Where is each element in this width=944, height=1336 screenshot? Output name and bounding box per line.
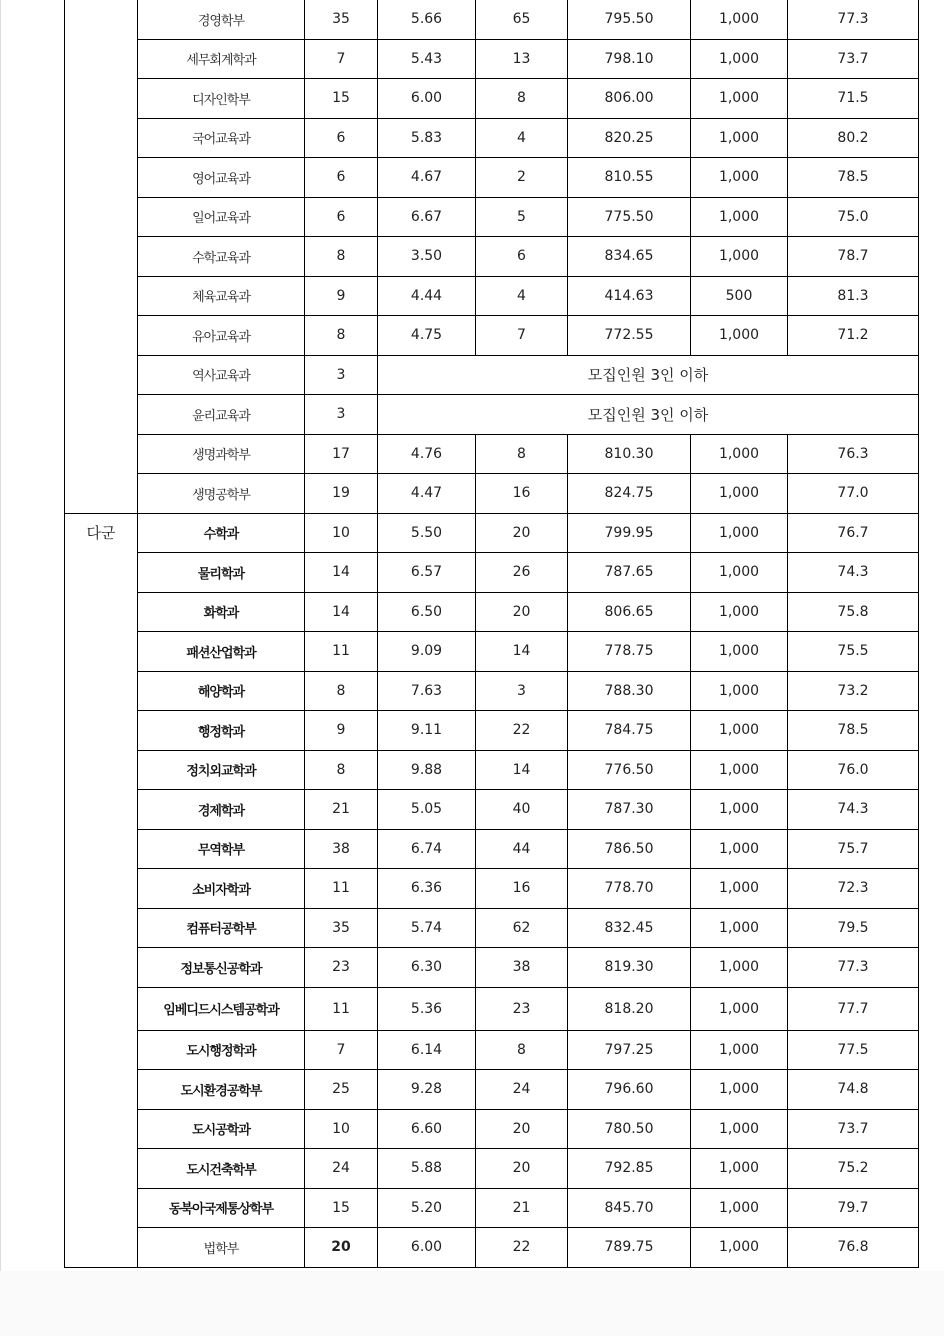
- department-cell: 세무회계학과: [138, 39, 305, 79]
- value-cell: 7: [305, 1030, 378, 1070]
- value-cell: 76.8: [788, 1228, 919, 1268]
- value-cell: 414.63: [568, 276, 691, 316]
- value-cell: 6.57: [378, 553, 476, 593]
- table-row: [65, 513, 919, 553]
- value-cell: 4: [476, 276, 568, 316]
- value-cell: 6.30: [378, 948, 476, 988]
- value-cell: 16: [476, 474, 568, 514]
- value-cell: 17: [305, 434, 378, 474]
- department-cell: 국어교육과: [138, 118, 305, 158]
- value-cell: 5.43: [378, 39, 476, 79]
- value-cell: 20: [305, 1228, 378, 1268]
- value-cell: 796.60: [568, 1070, 691, 1110]
- value-cell: 6.74: [378, 829, 476, 869]
- value-cell: 76.7: [788, 513, 919, 553]
- department-cell: 일어교육과: [138, 197, 305, 237]
- value-cell: 1,000: [691, 0, 788, 39]
- value-cell: 1,000: [691, 513, 788, 553]
- value-cell: 7.63: [378, 671, 476, 711]
- table-row: [65, 987, 919, 1030]
- department-cell: 역사교육과: [138, 355, 305, 395]
- value-cell: 76.3: [788, 434, 919, 474]
- value-cell: 3.50: [378, 237, 476, 277]
- value-cell: 1,000: [691, 316, 788, 356]
- value-cell: 818.20: [568, 987, 691, 1030]
- value-cell: 7: [476, 316, 568, 356]
- value-cell: 9: [305, 276, 378, 316]
- value-cell: 4.67: [378, 158, 476, 198]
- value-cell: 22: [476, 711, 568, 751]
- department-cell: 임베디드시스템공학과: [138, 987, 305, 1030]
- value-cell: 77.7: [788, 987, 919, 1030]
- value-cell: 1,000: [691, 434, 788, 474]
- value-cell: 5.20: [378, 1188, 476, 1228]
- value-cell: 73.2: [788, 671, 919, 711]
- department-cell: 도시공학과: [138, 1109, 305, 1149]
- department-cell: 생명공학부: [138, 474, 305, 514]
- value-cell: 14: [305, 592, 378, 632]
- value-cell: 23: [476, 987, 568, 1030]
- value-cell: 4.75: [378, 316, 476, 356]
- department-cell: 행정학과: [138, 711, 305, 751]
- value-cell: 81.3: [788, 276, 919, 316]
- department-cell: 물리학과: [138, 553, 305, 593]
- value-cell: 75.8: [788, 592, 919, 632]
- value-cell: 6.67: [378, 197, 476, 237]
- department-cell: 생명과학부: [138, 434, 305, 474]
- value-cell: 9.28: [378, 1070, 476, 1110]
- value-cell: 71.5: [788, 79, 919, 119]
- value-cell: 78.5: [788, 711, 919, 751]
- department-cell: 무역학부: [138, 829, 305, 869]
- value-cell: 778.70: [568, 869, 691, 909]
- value-cell: 806.65: [568, 592, 691, 632]
- value-cell: 786.50: [568, 829, 691, 869]
- value-cell: 79.5: [788, 908, 919, 948]
- group-cell: [65, 0, 138, 513]
- value-cell: 8: [305, 316, 378, 356]
- value-cell: 10: [305, 1109, 378, 1149]
- value-cell: 8: [476, 434, 568, 474]
- value-cell: 13: [476, 39, 568, 79]
- page-bottom-area: [0, 1271, 944, 1336]
- value-cell: 78.7: [788, 237, 919, 277]
- table-row: [65, 355, 919, 395]
- value-cell: 14: [476, 632, 568, 672]
- value-cell: 24: [305, 1149, 378, 1189]
- department-cell: 패션산업학과: [138, 632, 305, 672]
- department-cell: 화학과: [138, 592, 305, 632]
- value-cell: 1,000: [691, 1228, 788, 1268]
- value-cell: 1,000: [691, 711, 788, 751]
- value-cell: 3: [305, 395, 378, 435]
- value-cell: 9: [305, 711, 378, 751]
- value-cell: 824.75: [568, 474, 691, 514]
- department-cell: 수학과: [138, 513, 305, 553]
- value-cell: 23: [305, 948, 378, 988]
- value-cell: 5.88: [378, 1149, 476, 1189]
- value-cell: 797.25: [568, 1030, 691, 1070]
- value-cell: 789.75: [568, 1228, 691, 1268]
- department-cell: 컴퓨터공학부: [138, 908, 305, 948]
- value-cell: 25: [305, 1070, 378, 1110]
- value-cell: 1,000: [691, 790, 788, 830]
- value-cell: 778.75: [568, 632, 691, 672]
- value-cell: 832.45: [568, 908, 691, 948]
- value-cell: 810.55: [568, 158, 691, 198]
- value-cell: 8: [476, 79, 568, 119]
- value-cell: 8: [305, 750, 378, 790]
- value-cell: 806.00: [568, 79, 691, 119]
- department-cell: 수학교육과: [138, 237, 305, 277]
- value-cell: 1,000: [691, 632, 788, 672]
- department-cell: 경영학부: [138, 0, 305, 39]
- value-cell: 9.88: [378, 750, 476, 790]
- table-row: [65, 1188, 919, 1228]
- value-cell: 784.75: [568, 711, 691, 751]
- value-cell: 35: [305, 908, 378, 948]
- table-row: [65, 1070, 919, 1110]
- value-cell: 8: [476, 1030, 568, 1070]
- value-cell: 38: [305, 829, 378, 869]
- group-cell: 다군: [65, 513, 138, 1267]
- value-cell: 1,000: [691, 237, 788, 277]
- department-cell: 정보통신공학과: [138, 948, 305, 988]
- value-cell: 834.65: [568, 237, 691, 277]
- value-cell: 76.0: [788, 750, 919, 790]
- table-row: [65, 671, 919, 711]
- value-cell: 73.7: [788, 39, 919, 79]
- merged-note-cell: 모집인원 3인 이하: [378, 355, 919, 395]
- table-row: [65, 316, 919, 356]
- value-cell: 6.00: [378, 1228, 476, 1268]
- page-edge: [0, 0, 1, 1336]
- value-cell: 788.30: [568, 671, 691, 711]
- table-row: [65, 158, 919, 198]
- department-cell: 영어교육과: [138, 158, 305, 198]
- department-cell: 동북아국제통상학부: [138, 1188, 305, 1228]
- value-cell: 35: [305, 0, 378, 39]
- value-cell: 6: [305, 158, 378, 198]
- value-cell: 1,000: [691, 118, 788, 158]
- value-cell: 77.3: [788, 948, 919, 988]
- table-row: [65, 711, 919, 751]
- value-cell: 787.65: [568, 553, 691, 593]
- value-cell: 1,000: [691, 79, 788, 119]
- value-cell: 19: [305, 474, 378, 514]
- department-cell: 윤리교육과: [138, 395, 305, 435]
- value-cell: 5.66: [378, 0, 476, 39]
- admission-results-table: [64, 0, 919, 1268]
- value-cell: 74.3: [788, 790, 919, 830]
- department-cell: 정치외교학과: [138, 750, 305, 790]
- value-cell: 1,000: [691, 829, 788, 869]
- value-cell: 6: [305, 118, 378, 158]
- value-cell: 75.0: [788, 197, 919, 237]
- table-row: [65, 0, 919, 39]
- value-cell: 44: [476, 829, 568, 869]
- department-cell: 도시건축학부: [138, 1149, 305, 1189]
- value-cell: 6.50: [378, 592, 476, 632]
- table-row: [65, 829, 919, 869]
- value-cell: 78.5: [788, 158, 919, 198]
- value-cell: 77.0: [788, 474, 919, 514]
- department-cell: 도시행정학과: [138, 1030, 305, 1070]
- value-cell: 16: [476, 869, 568, 909]
- table-row: [65, 276, 919, 316]
- value-cell: 7: [305, 39, 378, 79]
- merged-note-cell: 모집인원 3인 이하: [378, 395, 919, 435]
- value-cell: 11: [305, 987, 378, 1030]
- table-row: [65, 474, 919, 514]
- value-cell: 14: [476, 750, 568, 790]
- value-cell: 20: [476, 592, 568, 632]
- table-row: [65, 1109, 919, 1149]
- value-cell: 20: [476, 513, 568, 553]
- table-row: [65, 750, 919, 790]
- value-cell: 6: [305, 197, 378, 237]
- value-cell: 6.36: [378, 869, 476, 909]
- value-cell: 77.5: [788, 1030, 919, 1070]
- table-row: [65, 869, 919, 909]
- value-cell: 74.3: [788, 553, 919, 593]
- department-cell: 도시환경공학부: [138, 1070, 305, 1110]
- department-cell: 소비자학과: [138, 869, 305, 909]
- value-cell: 5.83: [378, 118, 476, 158]
- value-cell: 5.50: [378, 513, 476, 553]
- value-cell: 1,000: [691, 39, 788, 79]
- value-cell: 11: [305, 632, 378, 672]
- value-cell: 819.30: [568, 948, 691, 988]
- table-row: [65, 79, 919, 119]
- value-cell: 75.5: [788, 632, 919, 672]
- value-cell: 1,000: [691, 592, 788, 632]
- value-cell: 6: [476, 237, 568, 277]
- value-cell: 1,000: [691, 1109, 788, 1149]
- value-cell: 845.70: [568, 1188, 691, 1228]
- value-cell: 6.00: [378, 79, 476, 119]
- value-cell: 5.36: [378, 987, 476, 1030]
- table-row: [65, 395, 919, 435]
- table-row: [65, 39, 919, 79]
- table-row: [65, 1149, 919, 1189]
- value-cell: 2: [476, 158, 568, 198]
- value-cell: 1,000: [691, 1070, 788, 1110]
- value-cell: 4.44: [378, 276, 476, 316]
- table-row: [65, 790, 919, 830]
- value-cell: 10: [305, 513, 378, 553]
- department-cell: 디자인학부: [138, 79, 305, 119]
- value-cell: 500: [691, 276, 788, 316]
- value-cell: 15: [305, 79, 378, 119]
- value-cell: 74.8: [788, 1070, 919, 1110]
- table-row: [65, 237, 919, 277]
- value-cell: 20: [476, 1109, 568, 1149]
- value-cell: 65: [476, 0, 568, 39]
- value-cell: 22: [476, 1228, 568, 1268]
- value-cell: 8: [305, 671, 378, 711]
- value-cell: 14: [305, 553, 378, 593]
- value-cell: 1,000: [691, 908, 788, 948]
- table-row: [65, 197, 919, 237]
- value-cell: 1,000: [691, 869, 788, 909]
- table-row: [65, 908, 919, 948]
- table-row: [65, 118, 919, 158]
- value-cell: 4.76: [378, 434, 476, 474]
- value-cell: 80.2: [788, 118, 919, 158]
- value-cell: 9.09: [378, 632, 476, 672]
- value-cell: 1,000: [691, 474, 788, 514]
- value-cell: 15: [305, 1188, 378, 1228]
- value-cell: 776.50: [568, 750, 691, 790]
- value-cell: 21: [305, 790, 378, 830]
- value-cell: 795.50: [568, 0, 691, 39]
- value-cell: 5: [476, 197, 568, 237]
- value-cell: 11: [305, 869, 378, 909]
- value-cell: 62: [476, 908, 568, 948]
- value-cell: 1,000: [691, 553, 788, 593]
- value-cell: 1,000: [691, 671, 788, 711]
- value-cell: 1,000: [691, 158, 788, 198]
- department-cell: 체육교육과: [138, 276, 305, 316]
- value-cell: 20: [476, 1149, 568, 1189]
- value-cell: 75.7: [788, 829, 919, 869]
- table-row: [65, 632, 919, 672]
- value-cell: 1,000: [691, 197, 788, 237]
- value-cell: 5.05: [378, 790, 476, 830]
- value-cell: 9.11: [378, 711, 476, 751]
- value-cell: 21: [476, 1188, 568, 1228]
- department-cell: 경제학과: [138, 790, 305, 830]
- department-cell: 해양학과: [138, 671, 305, 711]
- value-cell: 787.30: [568, 790, 691, 830]
- value-cell: 73.7: [788, 1109, 919, 1149]
- value-cell: 24: [476, 1070, 568, 1110]
- value-cell: 4.47: [378, 474, 476, 514]
- table-row: [65, 592, 919, 632]
- table-row: [65, 948, 919, 988]
- value-cell: 1,000: [691, 1030, 788, 1070]
- value-cell: 772.55: [568, 316, 691, 356]
- value-cell: 780.50: [568, 1109, 691, 1149]
- table-row: [65, 434, 919, 474]
- value-cell: 3: [305, 355, 378, 395]
- value-cell: 1,000: [691, 987, 788, 1030]
- table-row: [65, 1030, 919, 1070]
- value-cell: 3: [476, 671, 568, 711]
- value-cell: 5.74: [378, 908, 476, 948]
- value-cell: 810.30: [568, 434, 691, 474]
- value-cell: 79.7: [788, 1188, 919, 1228]
- value-cell: 75.2: [788, 1149, 919, 1189]
- value-cell: 6.60: [378, 1109, 476, 1149]
- value-cell: 1,000: [691, 750, 788, 790]
- value-cell: 8: [305, 237, 378, 277]
- department-cell: 법학부: [138, 1228, 305, 1268]
- value-cell: 6.14: [378, 1030, 476, 1070]
- value-cell: 40: [476, 790, 568, 830]
- value-cell: 798.10: [568, 39, 691, 79]
- table-row: [65, 1228, 919, 1268]
- value-cell: 38: [476, 948, 568, 988]
- value-cell: 1,000: [691, 1149, 788, 1189]
- value-cell: 792.85: [568, 1149, 691, 1189]
- value-cell: 799.95: [568, 513, 691, 553]
- value-cell: 26: [476, 553, 568, 593]
- value-cell: 820.25: [568, 118, 691, 158]
- department-cell: 유아교육과: [138, 316, 305, 356]
- value-cell: 1,000: [691, 1188, 788, 1228]
- value-cell: 1,000: [691, 948, 788, 988]
- value-cell: 71.2: [788, 316, 919, 356]
- value-cell: 72.3: [788, 869, 919, 909]
- value-cell: 775.50: [568, 197, 691, 237]
- value-cell: 4: [476, 118, 568, 158]
- value-cell: 77.3: [788, 0, 919, 39]
- table-row: [65, 553, 919, 593]
